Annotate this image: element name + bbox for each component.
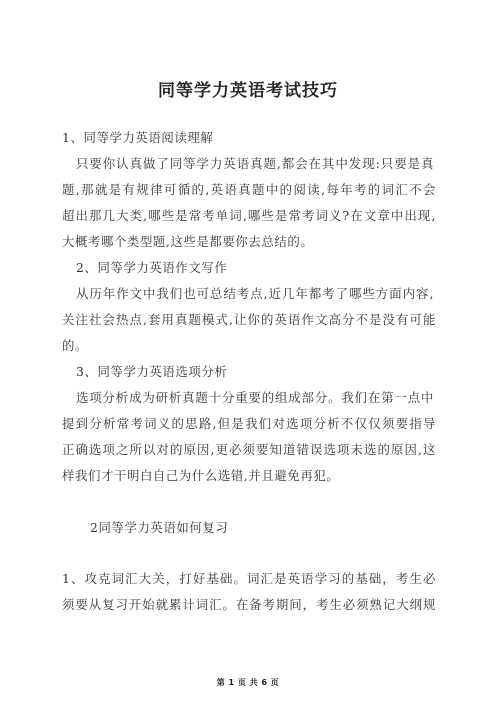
document-title: 同等学力英语考试技巧	[158, 81, 338, 101]
paragraph-line: 大概考哪个类型题,这些是都要你去总结的。	[62, 234, 314, 249]
paragraph-line: 正确选项之所以对的原因,更必须要知道错误选项未选的原因,这	[62, 442, 436, 457]
paragraph-line: 选项分析成为研析真题十分重要的组成部分。我们在第一点中	[76, 390, 434, 405]
paragraph-line: 从历年作文中我们也可总结考点,近几年都考了哪些方面内容,	[76, 286, 434, 301]
paragraph-line: 的。	[62, 338, 88, 353]
paragraph-line: 关注社会热点,套用真题模式,让你的英语作文高分不是没有可能	[62, 312, 436, 327]
paragraph-line: 1、攻克词汇大关，打好基础。词汇是英语学习的基础，考生必	[62, 571, 436, 586]
paragraph-line: 样我们才干明白自己为什么选错,并且避免再犯。	[62, 468, 340, 483]
paragraph-line: 须要从复习开始就累计词汇。在备考期间，考生必须熟记大纲规	[62, 597, 436, 612]
paragraph-line: 只要你认真做了同等学力英语真题,都会在其中发现:只要是真	[76, 156, 434, 171]
paragraph-line: 超出那几大类,哪些是常考单词,哪些是常考词义?在文章中出现,	[62, 208, 436, 223]
page-footer: 第 1 页 共 6 页	[216, 678, 280, 687]
paragraph-line: 题,那就是有规律可循的,英语真题中的阅读,每年考的词汇不会	[62, 182, 436, 197]
section-heading-writing: 2、同等学力英语作文写作	[76, 260, 228, 275]
section-heading-review: 2同等学力英语如何复习	[90, 520, 229, 535]
paragraph-line: 提到分析常考词义的思路,但是我们对选项分析不仅仅须要指导	[62, 416, 436, 431]
section-heading-reading: 1、同等学力英语阅读理解	[62, 130, 214, 145]
section-heading-options: 3、同等学力英语选项分析	[76, 364, 228, 379]
